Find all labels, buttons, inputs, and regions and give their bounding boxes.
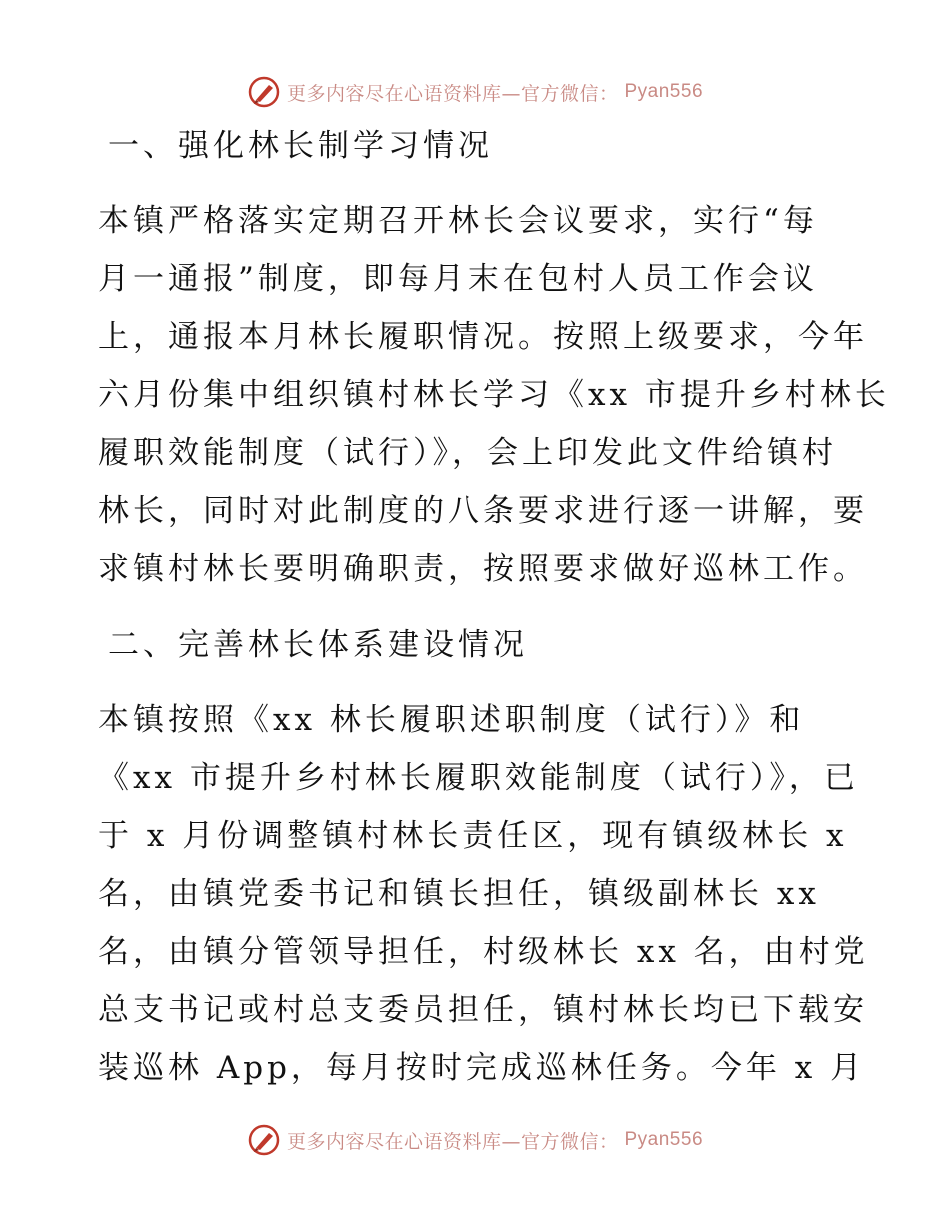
section1-line: 上，通报本月林长履职情况。按照上级要求，今年 bbox=[98, 319, 868, 355]
section1-heading: 一、强化林长制学习情况 bbox=[108, 128, 493, 164]
pen-logo-icon bbox=[247, 1123, 281, 1157]
section2-line: 本镇按照《xx 林长履职述职制度（试行）》和 bbox=[98, 702, 805, 738]
watermark-id: Pyan556 bbox=[624, 1129, 704, 1150]
section1-line: 六月份集中组织镇村林长学习《xx 市提升乡村林长 bbox=[98, 377, 890, 413]
section1-line: 求镇村林长要明确职责，按照要求做好巡林工作。 bbox=[98, 551, 868, 587]
section1-line: 林长，同时对此制度的八条要求进行逐一讲解，要 bbox=[98, 493, 868, 529]
section2-line: 装巡林 App，每月按时完成巡林任务。今年 x 月 bbox=[98, 1050, 866, 1086]
watermark-id: Pyan556 bbox=[624, 81, 704, 102]
section1-line: 履职效能制度（试行）》，会上印发此文件给镇村 bbox=[98, 435, 837, 471]
footer-watermark bbox=[0, 1120, 950, 1160]
header-watermark bbox=[0, 72, 950, 112]
section2-line: 总支书记或村总支委员担任，镇村林长均已下载安 bbox=[98, 992, 868, 1028]
section1-line: 月一通报”制度，即每月末在包村人员工作会议 bbox=[98, 261, 818, 297]
section1-line: 本镇严格落实定期召开林长会议要求，实行“每 bbox=[98, 203, 818, 239]
section2-line: 名，由镇分管领导担任，村级林长 xx 名，由村党 bbox=[98, 934, 869, 970]
watermark-text: 更多内容尽在心语资料库—官方微信： bbox=[286, 1130, 619, 1153]
pen-logo-icon bbox=[247, 75, 281, 109]
section2-heading: 二、完善林长体系建设情况 bbox=[108, 627, 528, 663]
section2-line: 名，由镇党委书记和镇长担任，镇级副林长 xx bbox=[98, 876, 820, 912]
section2-line: 《xx 市提升乡村林长履职效能制度（试行）》，已 bbox=[98, 760, 859, 796]
section2-line: 于 x 月份调整镇村林长责任区，现有镇级林长 x bbox=[98, 818, 848, 854]
watermark-text: 更多内容尽在心语资料库—官方微信： bbox=[286, 82, 619, 105]
